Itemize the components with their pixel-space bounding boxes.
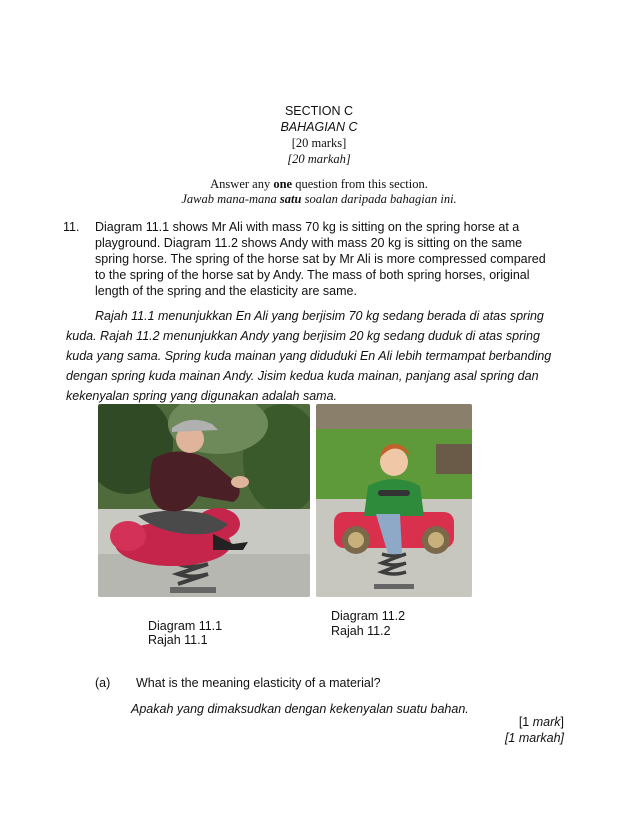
diagram1-caption-ms: Rajah 11.1 (148, 633, 208, 647)
instruction-ms-bold: satu (279, 192, 302, 206)
question-ms-line: kuda yang sama. Spring kuda mainan yang diduduki En Ali lebih termampat berbanding (66, 349, 552, 363)
mark-en-post: ] (560, 715, 564, 729)
question-ms-line: kekenyalan spring yang digunakan adalah sama. (66, 389, 338, 403)
question-ms-line: kuda. Rajah 11.2 menunjukkan Andy yang berjisim 20 kg sedang duduk di atas spring (66, 329, 540, 343)
part-a-question-ms: Apakah yang dimaksudkan dengan kekenyalan suatu bahan. (131, 702, 469, 716)
diagram1-caption-en: Diagram 11.1 (148, 619, 223, 633)
section-title-en: SECTION C (284, 104, 354, 118)
instruction-en-pre: Answer any (210, 177, 274, 191)
marks-ms: [20 markah] (287, 152, 351, 166)
question-ms-line: Rajah 11.1 menunjukkan En Ali yang berjisim 70 kg sedang berada di atas spring (95, 309, 544, 323)
instruction-ms-pre: Jawab mana-mana (181, 192, 280, 206)
question-en-line: length of the spring and the elasticity are same. (95, 284, 357, 298)
mark-en-word: mark (532, 715, 561, 729)
question-en-line: spring horse. The spring of the horse sat by Mr Ali is more compressed compared (95, 252, 546, 266)
instruction-ms-post: soalan daripada bahagian ini. (301, 192, 457, 206)
part-a-mark-en (519, 715, 564, 729)
instruction-en (0, 177, 638, 192)
section-title-ms: BAHAGIAN C (280, 120, 358, 134)
instruction-en-post: question from this section. (292, 177, 428, 191)
part-a-mark-ms: [1 markah] (504, 731, 564, 745)
question-en-line: playground. Diagram 11.2 shows Andy with mass 20 kg is sitting on the same (95, 236, 523, 250)
photo-mr-ali-illustration (98, 404, 310, 597)
question-ms-line: dengan spring kuda mainan Andy. Jisim kedua kuda mainan, panjang asal spring dan (66, 369, 539, 383)
marks-en: [20 marks] (291, 136, 347, 150)
question-number: 11. (63, 220, 80, 234)
part-a-question-en: What is the meaning elasticity of a material? (136, 676, 381, 690)
photo-andy-spring-horse (316, 404, 472, 597)
instruction-ms (0, 192, 638, 207)
mark-en-pre: [1 (518, 715, 533, 729)
diagram2-caption-ms: Rajah 11.2 (331, 624, 391, 638)
diagram2-caption-en: Diagram 11.2 (331, 609, 406, 623)
photo-mr-ali-spring-horse (98, 404, 310, 597)
photo-andy-illustration (316, 404, 472, 597)
question-en-line: Diagram 11.1 shows Mr Ali with mass 70 kg is sitting on the spring horse at a (95, 220, 520, 234)
question-en-line: to the spring of the horse sat by Andy. The mass of both spring horses, original (95, 268, 530, 282)
instruction-en-bold: one (273, 177, 293, 191)
part-a-label: (a) (95, 676, 111, 690)
